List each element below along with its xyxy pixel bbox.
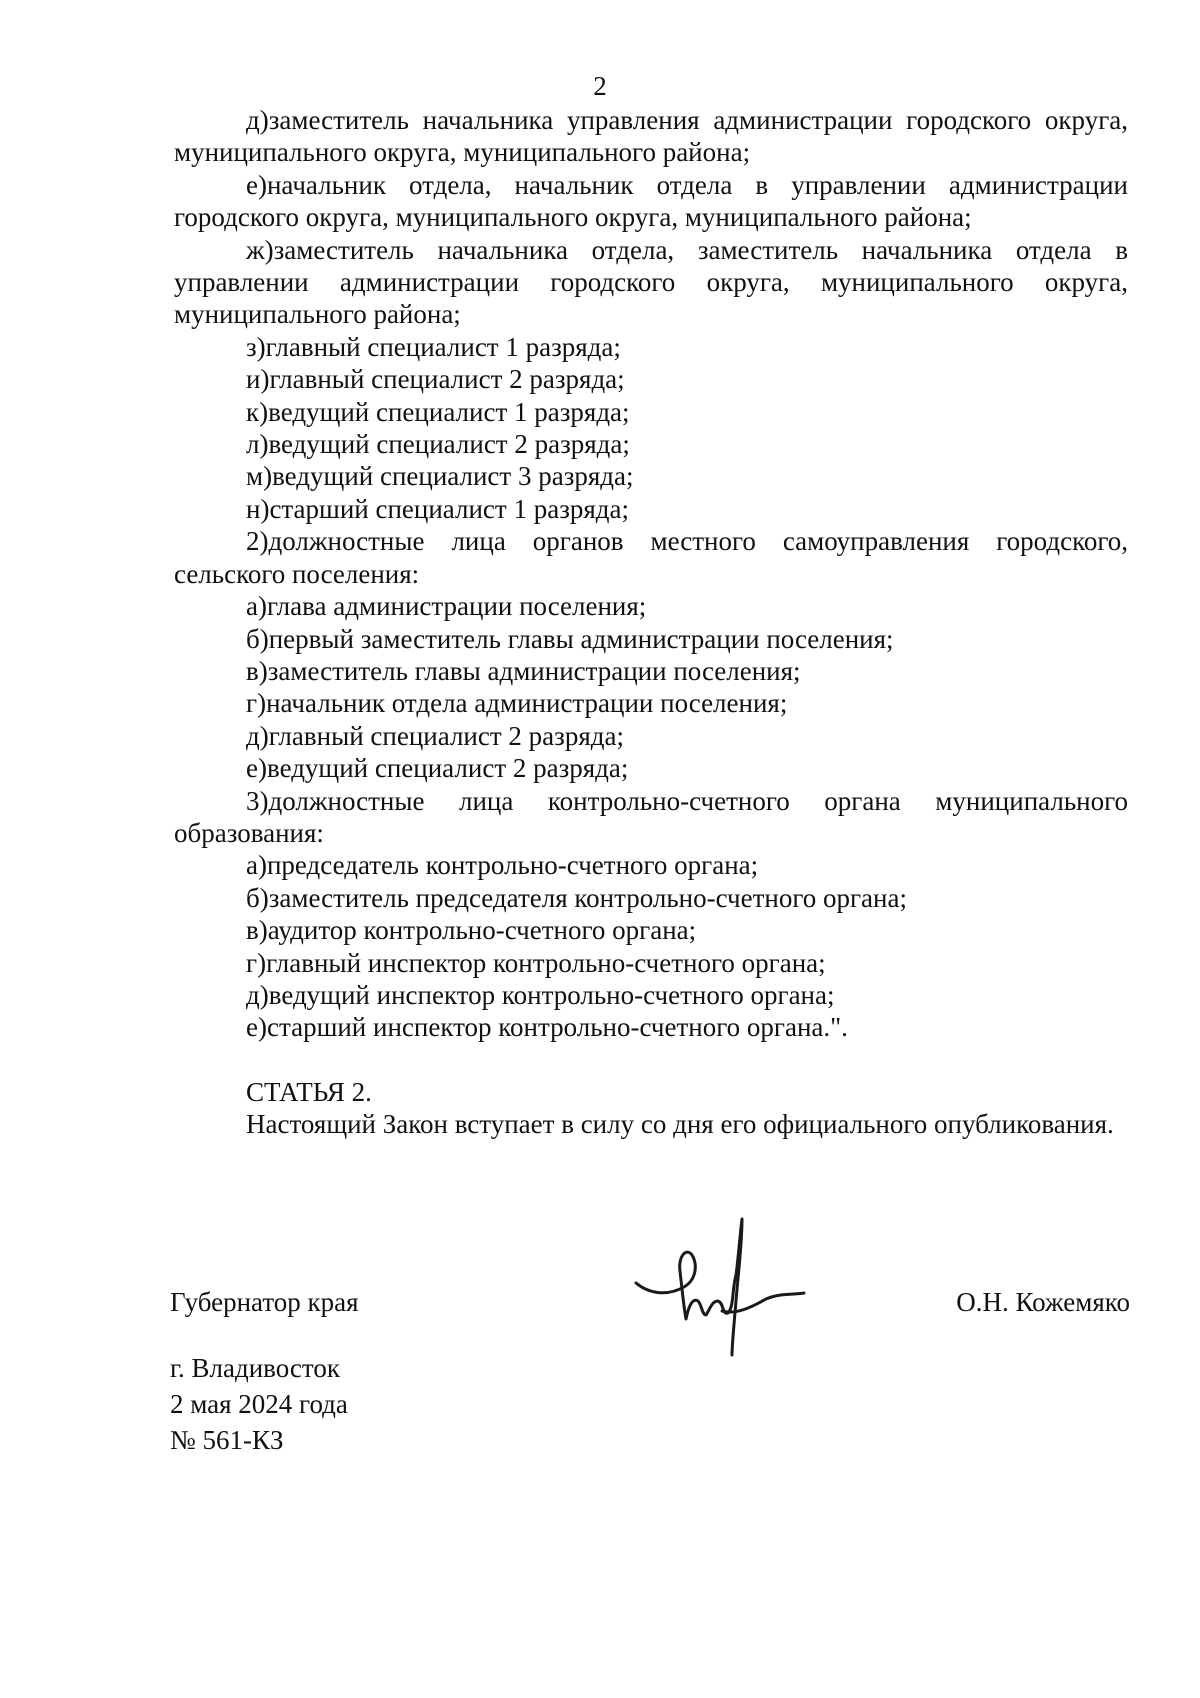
list-item: а)глава администрации поселения; xyxy=(246,591,647,622)
signer-name: О.Н. Кожемяко xyxy=(956,1287,1130,1317)
spacer xyxy=(174,1044,1128,1076)
section-item: 2)должностные лица органов местного самоуправления городского, сельского поселения: xyxy=(174,526,1128,589)
issue-city: г. Владивосток xyxy=(170,1353,340,1383)
list-item: ж)заместитель начальника отдела, заместитель начальника отдела в управлении администрации городского округа, муниципального округа, муниципального района; xyxy=(174,234,1128,330)
list-item: м)ведущий специалист 3 разряда; xyxy=(246,461,634,492)
list-item: а)председатель контрольно-счетного органа; xyxy=(246,850,759,881)
document-body xyxy=(174,104,1128,1141)
list-item: и)главный специалист 2 разряда; xyxy=(246,364,625,395)
list-item: б)первый заместитель главы администрации поселения; xyxy=(246,623,894,654)
list-item: д)главный специалист 2 разряда; xyxy=(246,720,624,751)
list-item: е)ведущий специалист 2 разряда; xyxy=(246,753,629,784)
list-item: в)заместитель главы администрации поселения; xyxy=(246,655,801,686)
law-number: № 561-КЗ xyxy=(170,1425,284,1455)
list-item: г)начальник отдела администрации поселения; xyxy=(246,688,788,719)
list-item: л)ведущий специалист 2 разряда; xyxy=(246,429,630,460)
list-item: в)аудитор контрольно-счетного органа; xyxy=(246,915,697,946)
handwritten-signature-icon xyxy=(626,1205,816,1365)
section-item: 3)должностные лица контрольно-счетного органа муниципального образования: xyxy=(174,785,1128,848)
list-item: е)начальник отдела, начальник отдела в управлении администрации городского округа, муниципального округа, муниципального района; xyxy=(174,169,1128,233)
document-footer xyxy=(170,1350,348,1458)
list-item: к)ведущий специалист 1 разряда; xyxy=(246,396,630,427)
article-text: Настоящий Закон вступает в силу со дня его официального опубликования. xyxy=(246,1109,1114,1140)
list-item: б)заместитель председателя контрольно-счетного органа; xyxy=(246,882,907,913)
list-item: д)ведущий инспектор контрольно-счетного органа; xyxy=(246,979,835,1010)
list-item: г)главный инспектор контрольно-счетного органа; xyxy=(246,947,826,978)
page-number: 2 xyxy=(593,71,607,101)
list-item: д)заместитель начальника управления администрации городского округа, муниципального округа, муниципального района; xyxy=(174,105,1128,168)
list-item: н)старший специалист 1 разряда; xyxy=(246,493,630,524)
signer-position: Губернатор края xyxy=(170,1287,359,1317)
list-item: е)старший инспектор контрольно-счетного органа.". xyxy=(246,1012,848,1043)
issue-date: 2 мая 2024 года xyxy=(170,1389,348,1419)
article-heading: СТАТЬЯ 2. xyxy=(246,1076,372,1107)
list-item: з)главный специалист 1 разряда; xyxy=(246,331,621,362)
